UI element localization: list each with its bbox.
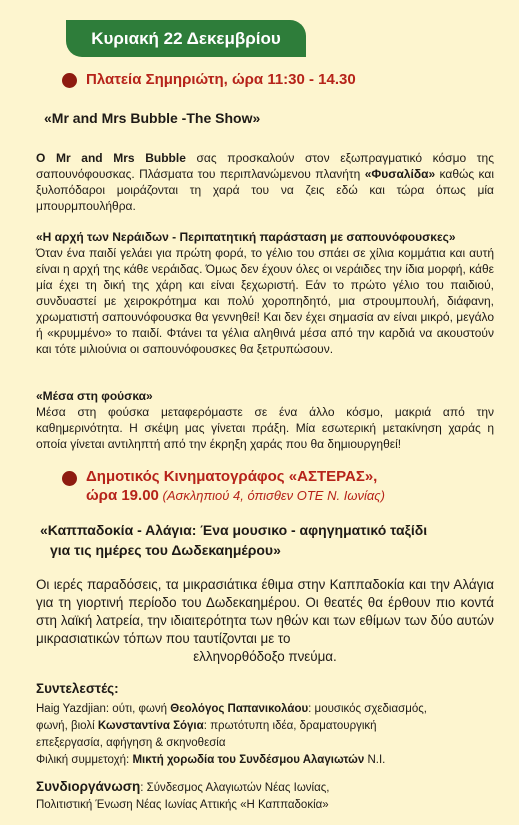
event1-section1 [36, 229, 494, 357]
organizers-line1: : Σύνδεσμος Αλαγιωτών Νέας Ιωνίας, [140, 782, 330, 794]
credit-artist: Κωνσταντίνα Σόγια [97, 720, 204, 732]
event2-title-line1: «Καππαδοκία - Αλάγια: Ένα μουσικο - αφηγηματικό ταξίδι [40, 522, 428, 538]
section1-text: Όταν ένα παιδί γελάει για πρώτη φορά, το γέλιο του σπάει σε χίλια κομμάτια και αυτή είναι η αρχή της κάθε νεράιδας. Όμως δεν έχουν όλες οι νεράιδες την ίδια μορφή, κάθε μία έχει τη δική της χάρη και είναι ξεχωριστή. Εάν το πρώτο γέλιο του παιδιού, συνδυαστεί με χειροκρότημα και πολύ χοροπηδητό, μια στρουμπουλή, διάφανη, χρωματιστή σαπουνόφουσκα θα γεννηθεί! Και δεν έχει σημασία αν είναι μικρό, μεγάλο ή «κρυμμένο» το παιδί. Φτάνει τα γέλια αληθινά μέσα από την καρδιά να ακουστούν και τότε μιλιούνια οι σαπουνόφουσκες θα ξετρυπώσουν. [36, 246, 494, 356]
section2-text: Μέσα στη φούσκα μεταφερόμαστε σε ένα άλλο κόσμο, μακριά από την καθημερινότητα. Η σκέψη μας γίνεται πράξη. Μία εσωτερική μετακίνηση χαράς η οποία γίνεται αντιληπτή από την έκρηξη χαράς που θα δημιουργηθεί! [36, 405, 494, 451]
event2-organizers [36, 778, 506, 814]
intro-text-a: σας προσκαλούν στον εξωπραγματικό κόσμο της σαπουνόφουσκας. Πλάσματα του περιπλανώμενου πλανήτη [36, 151, 494, 181]
section2-title: «Μέσα στη φούσκα» [36, 389, 153, 403]
event1-venue: Πλατεία Σημηριώτη, ώρα 11:30 - 14.30 [86, 71, 356, 88]
event2-description-text: Οι ιερές παραδόσεις, τα μικρασιάτικα έθιμα στην Καππαδοκία και την Αλάγια για τη γιορτινή περίοδο του Δωδεκαημέρου. Οι θεατές θα έρθουν πιο κοντά στη λαϊκή λατρεία, την ιδιαιτερότητα των ηθών και των εθίμων των δύο αυτών μικρασιατικών τόπων που ταυτίζονται με το [36, 577, 494, 646]
date-banner [66, 20, 306, 57]
credit-role: Φιλική συμμετοχή: [36, 754, 133, 766]
credits-title: Συντελεστές: [36, 681, 119, 696]
credit-role: Ν.Ι. [364, 754, 386, 766]
event1-intro [36, 150, 494, 214]
event2-venue-name: Δημοτικός Κινηματογράφος «ΑΣΤΕΡΑΣ», [86, 468, 378, 485]
intro-planet: «Φυσαλίδα» [364, 167, 436, 181]
venue-bullet-icon [62, 73, 77, 88]
organizers-label: Συνδιοργάνωση [36, 779, 141, 794]
event2-venue [86, 467, 385, 505]
event2-title-line2: για τις ημέρες του Δωδεκαημέρου» [50, 542, 281, 558]
date-title: Κυριακή 22 Δεκεμβρίου [91, 28, 281, 48]
event2-time: ώρα 19.00 [86, 487, 159, 504]
venue-bullet-icon [62, 471, 77, 486]
credit-role: : πρωτότυπη ιδέα, δραματουργική [203, 720, 377, 732]
credit-choir: Μικτή χορωδία του Συνδέσμου Αλαγιωτών [132, 754, 365, 766]
credit-role: : μουσικός σχεδιασμός, [308, 703, 427, 715]
event2-description [36, 576, 494, 666]
section1-title: «Η αρχή των Νεράιδων - Περιπατητική παράσταση με σαπουνόφουσκες» [36, 230, 456, 244]
credit-artist: Haig Yazdjian [36, 703, 106, 715]
intro-name: Ο Mr and Mrs Bubble [36, 151, 186, 165]
credit-artist: Θεολόγος Παπανικολάου [170, 703, 309, 715]
event1-title: «Mr and Mrs Bubble -The Show» [44, 110, 261, 126]
intro-text-b: καθώς και ξυλοπόδαροι μοιράζονται τη χαρά του να ζεις εδώ και τώρα όπως μία μπουρμπουλήθρα. [36, 167, 494, 213]
event2-description-end: ελληνορθόδοξο πνεύμα. [193, 649, 337, 664]
event2-credits [36, 680, 506, 769]
credit-role: επεξεργασία, αφήγηση & σκηνοθεσία [36, 737, 226, 749]
event1-section2 [36, 388, 494, 452]
event2-address: (Ασκληπιού 4, όπισθεν ΟΤΕ Ν. Ιωνίας) [158, 488, 385, 503]
credit-role: φωνή, βιολί [36, 720, 98, 732]
organizers-line2: Πολιτιστική Ένωση Νέας Ιωνίας Αττικής «Η Καππαδοκία» [36, 799, 329, 811]
credit-role: : ούτι, φωνή [105, 703, 171, 715]
event2-title [40, 520, 427, 560]
